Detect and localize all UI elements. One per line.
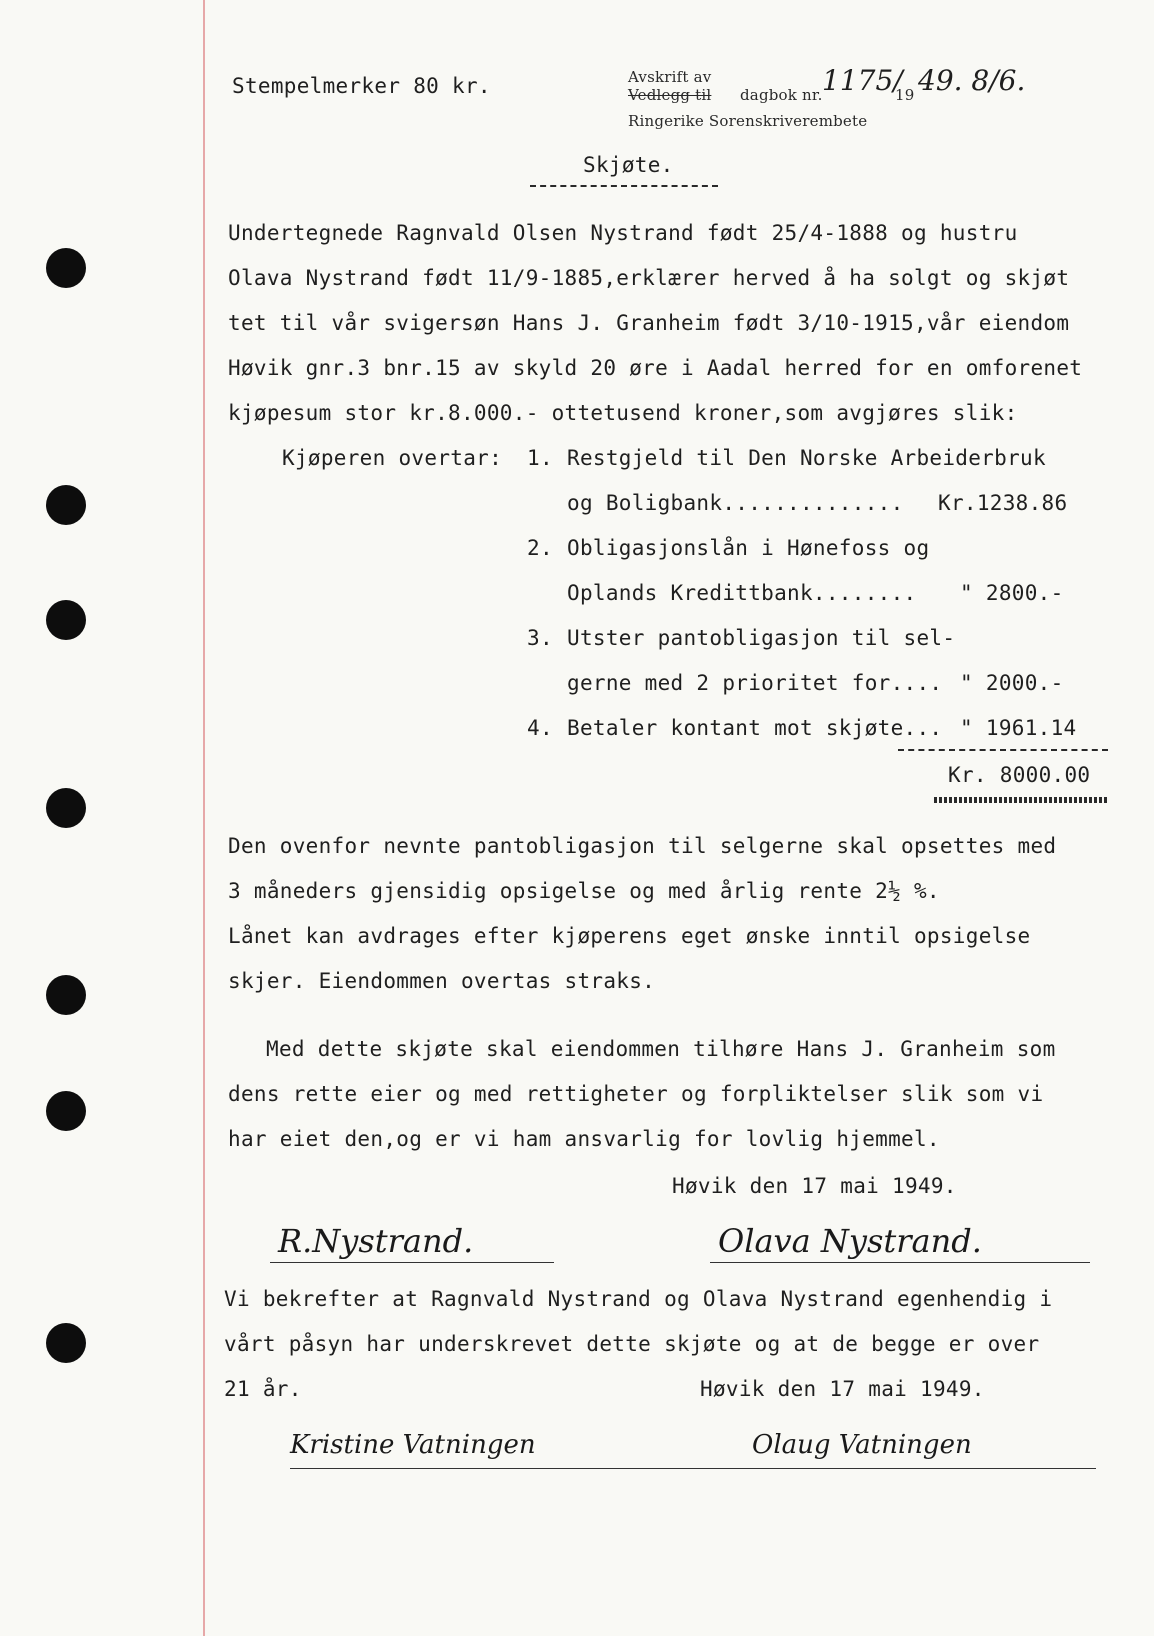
punch-hole: [46, 975, 86, 1015]
item-2-line-1: Obligasjonslån i Hønefoss og: [567, 536, 930, 560]
transfer-line-1: Med dette skjøte skal eiendommen tilhøre Hans J. Granheim som: [266, 1037, 1056, 1061]
intro-line-3: tet til vår svigersøn Hans J. Granheim født 3/10-1915,vår eiendom: [228, 311, 1070, 335]
punch-hole: [46, 248, 86, 288]
item-1-line-2: og Boligbank..............: [567, 491, 904, 515]
item-3-line-2: gerne med 2 prioritet for....: [567, 671, 943, 695]
title-underline: [530, 185, 718, 187]
terms-line-2: 3 måneders gjensidig opsigelse og med årlig rente 2½ %.: [228, 879, 940, 903]
signature-line: [270, 1262, 554, 1263]
signature-line: [290, 1468, 1096, 1469]
punch-hole: [46, 1323, 86, 1363]
terms-line-4: skjer. Eiendommen overtas straks.: [228, 969, 656, 993]
court-office: Ringerike Sorenskriverembete: [628, 112, 868, 130]
item-number: 3.: [527, 626, 553, 650]
punch-hole: [46, 600, 86, 640]
item-1-amount: Kr.1238.86: [938, 491, 1068, 515]
item-4-line-1: Betaler kontant mot skjøte...: [567, 716, 943, 740]
stamp-duty-note: Stempelmerker 80 kr.: [232, 74, 491, 98]
signature-seller-1: R.Nystrand.: [278, 1222, 474, 1260]
total-double-rule: [934, 797, 1108, 803]
witness-line-3: 21 år.: [224, 1377, 302, 1401]
year-prefix: 19: [895, 86, 915, 104]
item-2-line-2: Oplands Kredittbank........: [567, 581, 917, 605]
signature-witness-2: Olaug Vatningen: [752, 1430, 972, 1460]
item-3-amount: " 2000.-: [960, 671, 1064, 695]
witness-line-1: Vi bekrefter at Ragnvald Nystrand og Olava Nystrand egenhendig i: [224, 1287, 1053, 1311]
witness-line-2: vårt påsyn har underskrevet dette skjøte og at de begge er over: [224, 1332, 1040, 1356]
place-date-2: Høvik den 17 mai 1949.: [700, 1377, 985, 1401]
item-4-amount: " 1961.14: [960, 716, 1077, 740]
item-2-amount: " 2800.-: [960, 581, 1064, 605]
punch-hole: [46, 485, 86, 525]
avskrift-label: Avskrift av: [628, 68, 712, 86]
item-3-line-1: Utster pantobligasjon til sel-: [567, 626, 956, 650]
margin-line: [203, 0, 205, 1636]
buyer-label: Kjøperen overtar:: [282, 446, 503, 470]
intro-line-4: Høvik gnr.3 bnr.15 av skyld 20 øre i Aadal herred for en omforenet: [228, 356, 1083, 380]
intro-line-1: Undertegnede Ragnvald Olsen Nystrand født 25/4-1888 og hustru: [228, 221, 1018, 245]
signature-line: [710, 1262, 1090, 1263]
dagbok-label: dagbok nr.: [740, 86, 823, 104]
item-1-line-1: Restgjeld til Den Norske Arbeiderbruk: [567, 446, 1046, 470]
signature-witness-1: Kristine Vatningen: [290, 1430, 536, 1460]
terms-line-1: Den ovenfor nevnte pantobligasjon til selgerne skal opsettes med: [228, 834, 1057, 858]
document-title: Skjøte.: [583, 153, 674, 177]
sum-rule: [898, 749, 1108, 751]
transfer-line-2: dens rette eier og med rettigheter og forpliktelser slik som vi: [228, 1082, 1044, 1106]
item-number: 4.: [527, 716, 553, 740]
dagbok-year-date: 49. 8/6.: [918, 64, 1026, 97]
intro-line-5: kjøpesum stor kr.8.000.- ottetusend kroner,som avgjøres slik:: [228, 401, 1018, 425]
total-amount: Kr. 8000.00: [948, 763, 1091, 787]
terms-line-3: Lånet kan avdrages efter kjøperens eget ønske inntil opsigelse: [228, 924, 1031, 948]
vedlegg-label: Vedlegg til: [628, 86, 712, 104]
transfer-line-3: har eiet den,og er vi ham ansvarlig for lovlig hjemmel.: [228, 1127, 940, 1151]
intro-line-2: Olava Nystrand født 11/9-1885,erklærer herved å ha solgt og skjøt: [228, 266, 1070, 290]
punch-hole: [46, 1091, 86, 1131]
item-number: 2.: [527, 536, 553, 560]
place-date-1: Høvik den 17 mai 1949.: [672, 1174, 957, 1198]
punch-hole: [46, 788, 86, 828]
signature-seller-2: Olava Nystrand.: [718, 1222, 982, 1260]
dagbok-number: 1175/: [822, 64, 903, 97]
item-number: 1.: [527, 446, 553, 470]
